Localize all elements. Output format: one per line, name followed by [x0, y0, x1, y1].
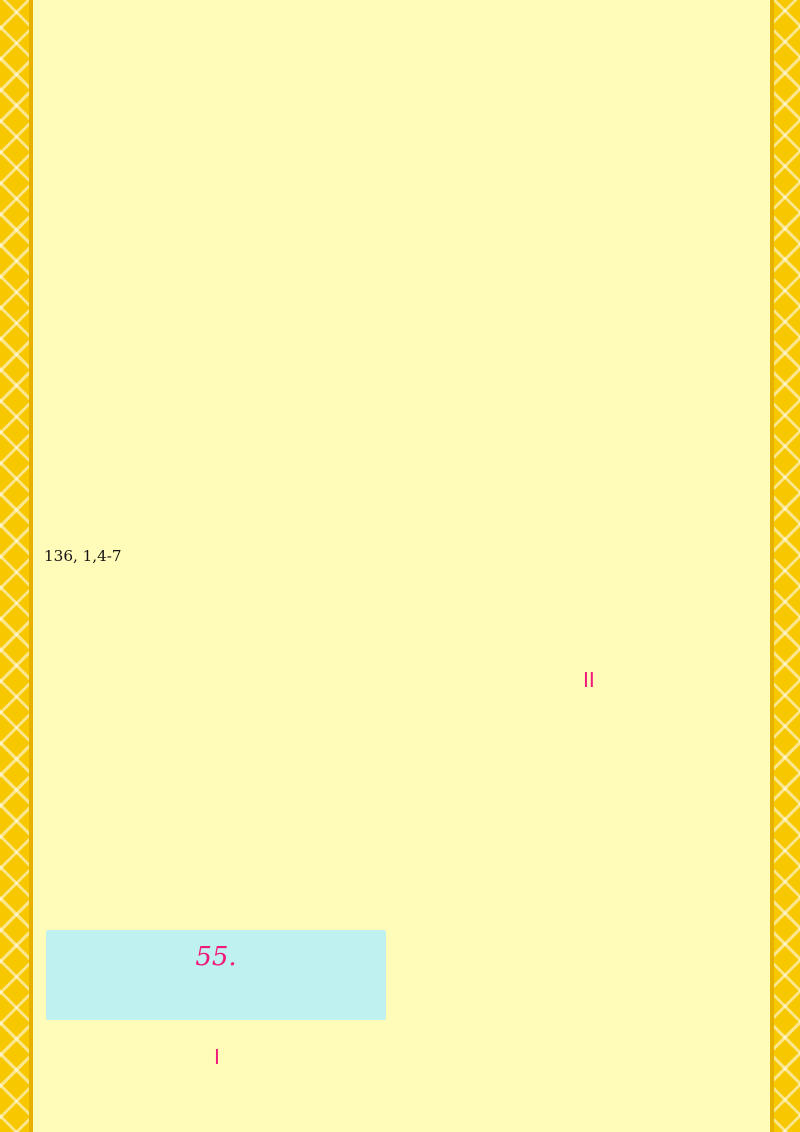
text-line [414, 124, 766, 147]
left-last-line [44, 1075, 398, 1098]
text-line [44, 194, 398, 217]
text-line [414, 1035, 766, 1058]
text-line [44, 755, 398, 778]
text-line [44, 615, 398, 638]
text-line [414, 708, 766, 731]
text-line [414, 989, 766, 1012]
text-line [44, 779, 398, 802]
left-paragraph-1 [44, 30, 398, 264]
text-line [44, 357, 398, 380]
ornamental-border-right [770, 0, 800, 1132]
text-line [414, 428, 766, 451]
text-line [414, 802, 766, 825]
text-line [414, 848, 766, 871]
text-line [414, 498, 766, 521]
text-line [414, 53, 766, 76]
text-line [44, 451, 398, 474]
text-line [414, 521, 766, 544]
text-line [44, 287, 398, 310]
text-line [44, 521, 398, 544]
text-line [44, 802, 398, 825]
text-line [44, 381, 398, 404]
text-line [414, 825, 766, 848]
left-column [44, 30, 398, 989]
text-line [44, 147, 398, 170]
text-line [414, 778, 766, 801]
text-line [44, 895, 398, 918]
right-column-lower [414, 708, 766, 1129]
left-last-line-text [44, 1075, 398, 1098]
text-line [44, 638, 398, 661]
text-line [414, 404, 766, 427]
text-line [44, 474, 398, 497]
section-numeral-i: I [214, 1045, 220, 1069]
text-line [44, 662, 398, 685]
text-line [414, 895, 766, 918]
psalm-reference-text: 136, 1,4-7 [44, 546, 122, 565]
text-line [414, 615, 766, 638]
text-line [414, 568, 766, 591]
text-line [44, 591, 398, 614]
text-line [414, 474, 766, 497]
right-paragraph-2 [414, 53, 766, 661]
text-line [44, 100, 398, 123]
text-line [44, 264, 398, 287]
text-line [44, 53, 398, 76]
section-numeral-ii: II [583, 668, 595, 692]
text-line [414, 311, 766, 334]
text-line [414, 545, 766, 568]
text-line [44, 30, 398, 53]
ornamental-border-left [0, 0, 33, 1132]
text-line [414, 357, 766, 380]
text-line [44, 77, 398, 100]
text-line [414, 147, 766, 170]
text-line [44, 568, 398, 591]
text-line [44, 849, 398, 872]
text-line [414, 170, 766, 193]
text-line [44, 311, 398, 334]
text-line [414, 334, 766, 357]
text-line [44, 170, 398, 193]
text-line [44, 404, 398, 427]
text-line [44, 241, 398, 264]
right-column [414, 30, 766, 662]
text-line [414, 872, 766, 895]
text-line [44, 334, 398, 357]
text-line [414, 919, 766, 942]
text-line [44, 872, 398, 895]
text-line [414, 1106, 766, 1129]
text-line [414, 217, 766, 240]
text-line [414, 194, 766, 217]
text-line [44, 825, 398, 848]
text-line [414, 77, 766, 100]
text-line [414, 1082, 766, 1105]
right-paragraph-3 [414, 708, 766, 1129]
text-line [44, 498, 398, 521]
text-line [414, 942, 766, 965]
text-line [44, 685, 398, 708]
text-line [44, 732, 398, 755]
chapter-title-line-1 [46, 940, 386, 974]
psalm-reference [44, 545, 398, 568]
text-line [44, 428, 398, 451]
text-line [414, 241, 766, 264]
text-line [414, 287, 766, 310]
text-line [414, 1059, 766, 1082]
text-line [414, 1012, 766, 1035]
text-line [414, 30, 766, 53]
text-line [414, 100, 766, 123]
text-line [414, 638, 766, 661]
text-line [44, 124, 398, 147]
text-line [414, 591, 766, 614]
text-line [414, 264, 766, 287]
text-line [44, 217, 398, 240]
text-line [414, 381, 766, 404]
chapter-title-box [46, 930, 386, 1020]
psalm-quote [44, 264, 398, 545]
text-line [414, 965, 766, 988]
text-line [44, 708, 398, 731]
chapter-number: 55. [195, 942, 237, 972]
text-line [414, 731, 766, 754]
text-line [414, 451, 766, 474]
right-paragraph-1 [414, 30, 766, 53]
text-line [414, 755, 766, 778]
left-paragraph-2 [44, 568, 398, 802]
